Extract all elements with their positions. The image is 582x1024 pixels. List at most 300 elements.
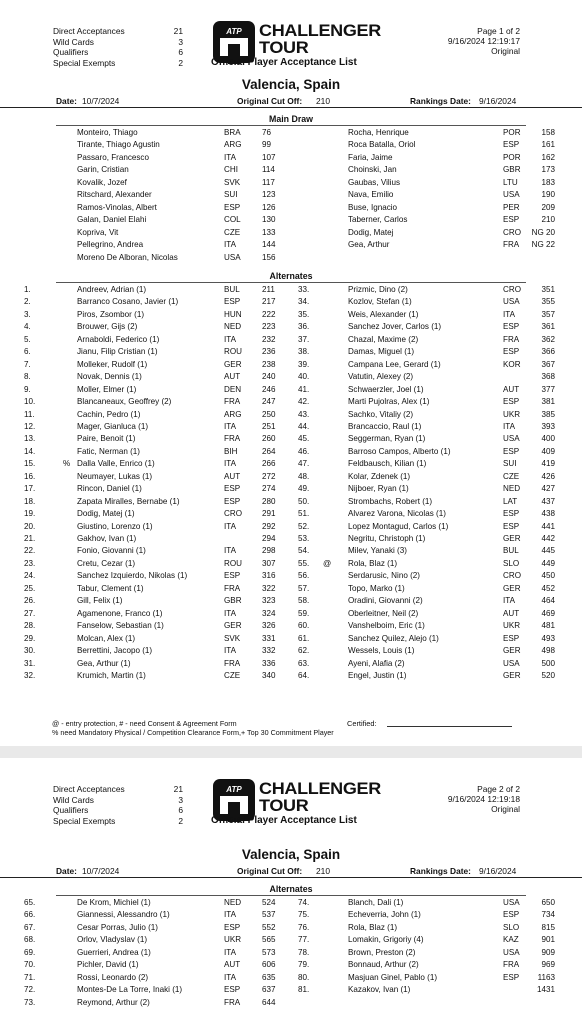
right-player-name: Topo, Marko (1) [348, 583, 405, 593]
right-player-ranking: NG 22 [531, 240, 555, 250]
right-position-number: 36. [298, 322, 310, 332]
left-player-name: Rincon, Daniel (1) [77, 484, 142, 494]
left-player-ranking: 238 [262, 359, 276, 369]
table-row [0, 178, 582, 190]
logo-text-tour: TOUR [259, 796, 309, 815]
left-player-nationality: AUT [224, 960, 241, 970]
left-player-nationality: ESP [224, 202, 241, 212]
cutoff-value: 210 [316, 866, 330, 876]
table-row [0, 910, 582, 922]
left-player-name: Gea, Arthur (1) [77, 658, 131, 668]
table-row [0, 253, 582, 265]
table-row [0, 497, 582, 509]
page-number: Page 2 of 2 [477, 784, 520, 794]
left-player-nationality: ITA [224, 947, 236, 957]
left-player-ranking: 123 [262, 190, 276, 200]
right-position-number: 78. [298, 947, 310, 957]
left-player-name: Dodig, Matej (1) [77, 509, 135, 519]
right-player-ranking: 1163 [537, 972, 555, 982]
right-player-ranking: 355 [541, 297, 555, 307]
left-player-ranking: 266 [262, 459, 276, 469]
right-player-name: Sachko, Vitaliy (2) [348, 409, 414, 419]
main-draw-heading: Main Draw [269, 114, 313, 124]
page-info [448, 784, 520, 814]
tournament-city: Valencia, Spain [241, 847, 341, 862]
left-player-nationality: NED [224, 322, 242, 332]
right-player-nationality: KAZ [503, 935, 519, 945]
left-player-ranking: 251 [262, 421, 276, 431]
left-player-nationality: ITA [224, 334, 236, 344]
right-player-nationality: NED [503, 484, 521, 494]
left-player-nationality: SVK [224, 633, 241, 643]
table-row [0, 240, 582, 252]
right-player-name: Prizmic, Dino (2) [348, 285, 408, 294]
right-position-number: 53. [298, 534, 310, 543]
left-player-nationality: AUT [224, 471, 241, 481]
right-player-name: Rola, Blaz (1) [348, 558, 398, 568]
left-player-nationality: ITA [224, 152, 236, 162]
left-player-nationality: BRA [224, 128, 241, 137]
right-position-number: 40. [298, 372, 310, 382]
table-row [0, 322, 582, 334]
left-player-ranking: 307 [262, 558, 276, 568]
right-position-number: 33. [298, 285, 310, 294]
left-player-nationality: ITA [224, 646, 236, 656]
stat-qualifiers: Qualifiers 6 [53, 805, 183, 815]
left-player-name: De Krom, Michiel (1) [77, 898, 151, 907]
right-player-nationality: ESP [503, 521, 520, 531]
right-player-nationality: AUT [503, 384, 520, 394]
left-player-nationality: ESP [224, 496, 241, 506]
left-player-nationality: COL [224, 215, 241, 225]
left-player-ranking: 76 [262, 128, 272, 137]
right-player-name: Milev, Yanaki (3) [348, 546, 407, 556]
right-player-name: Dodig, Matej [348, 227, 394, 237]
right-player-nationality: CRO [503, 571, 521, 581]
left-player-name: Jianu, Filip Cristian (1) [77, 347, 158, 357]
table-row [0, 935, 582, 947]
table-row [0, 923, 582, 935]
left-position-number: 67. [24, 922, 36, 932]
left-player-ranking: 291 [262, 509, 276, 519]
table-row [0, 360, 582, 372]
left-position-number: 65. [24, 898, 36, 907]
left-player-ranking: 272 [262, 471, 276, 481]
right-player-ranking: 190 [541, 190, 555, 200]
right-position-number: 61. [298, 633, 310, 643]
date-value: 10/7/2024 [82, 96, 120, 106]
left-position-number: 24. [24, 571, 36, 581]
right-player-ranking: 357 [541, 309, 555, 319]
table-row [0, 522, 582, 534]
left-player-name: Giustino, Lorenzo (1) [77, 521, 153, 531]
list-subtitle: Official Player Acceptance List [211, 815, 357, 826]
right-player-name: Nijboer, Ryan (1) [348, 484, 409, 494]
left-player-ranking: 644 [262, 997, 276, 1007]
table-row [0, 484, 582, 496]
stat-special-exempts: Special Exempts 2 [53, 815, 183, 826]
right-position-number: 38. [298, 347, 310, 357]
left-player-name: Pellegrino, Andrea [77, 240, 144, 250]
left-position-number: 12. [24, 421, 36, 431]
left-player-name: Moreno De Alboran, Nicolas [77, 252, 178, 262]
right-player-ranking: 367 [541, 359, 555, 369]
right-position-number: 46. [298, 446, 310, 456]
left-player-nationality: ESP [224, 297, 241, 307]
table-row [0, 559, 582, 571]
left-player-ranking: 246 [262, 384, 276, 394]
left-player-nationality: CZE [224, 670, 241, 680]
right-position-number: 64. [298, 670, 310, 680]
left-player-nationality: ITA [224, 521, 236, 531]
right-position-number: 50. [298, 496, 310, 506]
right-player-name: Negritu, Christoph (1) [348, 534, 426, 543]
left-player-name: Giannessi, Alessandro (1) [77, 910, 170, 920]
left-player-ranking: 247 [262, 397, 276, 407]
left-position-number: 22. [24, 546, 36, 556]
rankings-date-value: 9/16/2024 [479, 866, 517, 876]
table-row [0, 646, 582, 658]
table-row [0, 140, 582, 152]
right-player-name: Echeverria, John (1) [348, 910, 421, 920]
tournament-city: Valencia, Spain [241, 77, 341, 92]
right-player-nationality: PER [503, 202, 520, 212]
right-player-ranking: 520 [541, 670, 555, 680]
left-player-name: Monteiro, Thiago [77, 128, 138, 137]
table-row [0, 335, 582, 347]
left-player-nationality: SVK [224, 177, 241, 187]
left-player-name: Galan, Daniel Elahi [77, 215, 147, 225]
left-player-nationality: HUN [224, 309, 242, 319]
left-position-number: 7. [24, 359, 31, 369]
left-player-name: Kovalik, Jozef [77, 177, 127, 187]
right-position-number: 63. [298, 658, 310, 668]
table-row [0, 609, 582, 621]
right-player-name: Taberner, Carlos [348, 215, 408, 225]
right-player-ranking: 650 [541, 898, 555, 907]
right-player-name: Engel, Justin (1) [348, 670, 407, 680]
rankings-date-value: 9/16/2024 [479, 96, 517, 106]
left-player-ranking: 324 [262, 608, 276, 618]
right-position-number: 60. [298, 621, 310, 631]
left-player-nationality: BIH [224, 446, 238, 456]
right-player-ranking: 442 [541, 534, 555, 543]
table-row [0, 571, 582, 583]
left-player-name: Montes-De La Torre, Inaki (1) [77, 985, 183, 995]
right-player-ranking: 901 [541, 935, 555, 945]
right-player-name: Gaubas, Vilius [348, 177, 401, 187]
right-player-nationality: FRA [503, 240, 520, 250]
left-player-ranking: 217 [262, 297, 276, 307]
right-player-ranking: 969 [541, 960, 555, 970]
right-player-ranking: 400 [541, 434, 555, 444]
left-player-ranking: 316 [262, 571, 276, 581]
right-player-ranking: 426 [541, 471, 555, 481]
left-position-number: 71. [24, 972, 36, 982]
left-player-ranking: 331 [262, 633, 276, 643]
left-player-ranking: 573 [262, 947, 276, 957]
left-player-name: Kopriva, Vit [77, 227, 119, 237]
right-player-nationality: FRA [503, 334, 520, 344]
table-row [0, 297, 582, 309]
right-player-nationality: USA [503, 297, 520, 307]
left-player-name: Sanchez Izquierdo, Nikolas (1) [77, 571, 188, 581]
left-position-number: 2. [24, 297, 31, 307]
right-player-name: Kolar, Zdenek (1) [348, 471, 411, 481]
left-player-name: Rossi, Leonardo (2) [77, 972, 149, 982]
right-player-name: Chazal, Maxime (2) [348, 334, 419, 344]
right-position-number: 41. [298, 384, 310, 394]
left-player-nationality: ARG [224, 409, 242, 419]
tournament-dates-line [0, 95, 582, 108]
right-player-nationality: POR [503, 152, 521, 162]
table-row [0, 509, 582, 521]
rankings-date-label: Rankings Date: [410, 96, 471, 106]
left-player-nationality: ESP [224, 484, 241, 494]
right-player-nationality: GER [503, 646, 521, 656]
table-row [0, 960, 582, 972]
table-row [0, 546, 582, 558]
right-player-nationality: AUT [503, 608, 520, 618]
right-player-name: Alvarez Varona, Nicolas (1) [348, 509, 446, 519]
table-row [0, 447, 582, 459]
right-player-ranking: 362 [541, 334, 555, 344]
left-position-number: 72. [24, 985, 36, 995]
page-header [0, 758, 582, 830]
left-player-nationality: ITA [224, 608, 236, 618]
right-position-number: 58. [298, 596, 310, 606]
right-player-name: Kazakov, Ivan (1) [348, 985, 411, 995]
right-position-number: 56. [298, 571, 310, 581]
table-row [0, 228, 582, 240]
right-player-ranking: 438 [541, 509, 555, 519]
left-player-name: Dalla Valle, Enrico (1) [77, 459, 155, 469]
left-player-name: Reymond, Arthur (2) [77, 997, 150, 1007]
right-player-nationality: ESP [503, 140, 520, 150]
left-position-number: 21. [24, 534, 36, 543]
table-row [0, 434, 582, 446]
left-player-ranking: 524 [262, 898, 276, 907]
left-player-nationality: FRA [224, 658, 241, 668]
right-position-number: 37. [298, 334, 310, 344]
footer-note-clearance: % need Mandatory Physical / Competition Clearance Form,+ Top 30 Commitment Player [52, 728, 334, 737]
right-player-name: Oradini, Giovanni (2) [348, 596, 423, 606]
right-player-nationality: GER [503, 583, 521, 593]
right-player-ranking: NG 20 [531, 227, 555, 237]
left-player-name: Ramos-Vinolas, Albert [77, 202, 157, 212]
right-player-name: Nava, Emilio [348, 190, 394, 200]
left-player-ranking: 294 [262, 534, 276, 543]
table-row [0, 372, 582, 384]
acceptance-list-page-2 [0, 758, 582, 1024]
left-player-nationality: ROU [224, 558, 242, 568]
right-position-number: 57. [298, 583, 310, 593]
right-position-number: 81. [298, 985, 310, 995]
left-position-number: 26. [24, 596, 36, 606]
left-player-nationality: ITA [224, 546, 236, 556]
left-player-name: Tirante, Thiago Agustin [77, 140, 160, 150]
right-player-ranking: 385 [541, 409, 555, 419]
table-row [0, 385, 582, 397]
table-row [0, 203, 582, 215]
right-position-number: 76. [298, 922, 310, 932]
left-position-number: 68. [24, 935, 36, 945]
left-position-number: 13. [24, 434, 36, 444]
left-player-ranking: 332 [262, 646, 276, 656]
svg-text:ATP: ATP [226, 785, 242, 794]
left-player-name: Molleker, Rudolf (1) [77, 359, 148, 369]
left-player-nationality: FRA [224, 434, 241, 444]
rankings-date-label: Rankings Date: [410, 866, 471, 876]
left-position-number: 10. [24, 397, 36, 407]
right-player-ranking: 445 [541, 546, 555, 556]
right-player-nationality: ESP [503, 215, 520, 225]
left-player-ranking: 130 [262, 215, 276, 225]
left-player-nationality: FRA [224, 397, 241, 407]
cutoff-label: Original Cut Off: [237, 96, 303, 106]
left-player-ranking: 298 [262, 546, 276, 556]
right-player-ranking: 209 [541, 202, 555, 212]
table-row [0, 671, 582, 683]
right-player-nationality: CZE [503, 471, 520, 481]
left-player-name: Novak, Dennis (1) [77, 372, 142, 382]
right-position-number: 55. [298, 558, 310, 568]
stat-direct-acceptances: Direct Acceptances 21 [53, 26, 183, 36]
left-player-ranking: 236 [262, 347, 276, 357]
left-player-ranking: 114 [262, 165, 275, 175]
left-player-ranking: 260 [262, 434, 276, 444]
right-position-number: 52. [298, 521, 310, 531]
left-player-name: Krumich, Martin (1) [77, 670, 146, 680]
right-player-nationality: CRO [503, 227, 521, 237]
list-subtitle: Official Player Acceptance List [211, 57, 357, 68]
right-position-number: 43. [298, 409, 310, 419]
left-player-nationality: ESP [224, 922, 241, 932]
right-player-nationality: GER [503, 670, 521, 680]
right-player-name: Strombachs, Robert (1) [348, 496, 433, 506]
left-player-ranking: 280 [262, 496, 276, 506]
cutoff-value: 210 [316, 96, 330, 106]
table-row [0, 215, 582, 227]
left-player-name: Fatic, Nerman (1) [77, 446, 140, 456]
table-row [0, 659, 582, 671]
table-row [0, 948, 582, 960]
right-player-ranking: 427 [541, 484, 555, 494]
stat-wild-cards: Wild Cards 3 [53, 36, 183, 47]
right-position-number: 74. [298, 898, 310, 907]
left-player-ranking: 222 [262, 309, 276, 319]
certified-signature-line [387, 726, 512, 727]
right-player-nationality: ESP [503, 446, 520, 456]
right-player-ranking: 469 [541, 608, 555, 618]
table-row [0, 285, 582, 297]
left-player-name: Molcan, Alex (1) [77, 633, 136, 643]
right-position-number: 34. [298, 297, 310, 307]
alternates-divider [56, 895, 526, 896]
left-player-nationality: ITA [224, 421, 236, 431]
left-player-name: Cretu, Cezar (1) [77, 558, 136, 568]
left-player-name: Piros, Zsombor (1) [77, 309, 145, 319]
left-player-nationality: ESP [224, 571, 241, 581]
right-player-nationality: LTU [503, 177, 518, 187]
left-player-name: Barranco Cosano, Javier (1) [77, 297, 179, 307]
left-player-ranking: 264 [262, 446, 276, 456]
right-player-nationality: UKR [503, 409, 521, 419]
right-player-ranking: 437 [541, 496, 555, 506]
right-player-nationality: ESP [503, 910, 520, 920]
right-player-name: Schwaerzler, Joel (1) [348, 384, 424, 394]
left-player-ranking: 635 [262, 972, 276, 982]
right-player-nationality: FRA [503, 960, 520, 970]
left-player-ranking: 107 [262, 152, 276, 162]
left-player-ranking: 552 [262, 922, 276, 932]
right-position-number: 54. [298, 546, 310, 556]
right-player-name: Oberleitner, Neil (2) [348, 608, 419, 618]
left-player-name: Cesar Porras, Julio (1) [77, 922, 158, 932]
right-player-ranking: 161 [541, 140, 555, 150]
right-player-ranking: 441 [541, 521, 555, 531]
footer-note-entry-protection: @ - entry protection, # - need Consent & Agreement Form [52, 719, 237, 728]
cutoff-label: Original Cut Off: [237, 866, 303, 876]
alternates-heading: Alternates [269, 884, 313, 894]
left-player-ranking: 565 [262, 935, 276, 945]
left-position-number: 5. [24, 334, 31, 344]
left-player-ranking: 606 [262, 960, 276, 970]
left-player-name: Pichler, David (1) [77, 960, 139, 970]
left-player-name: Orlov, Vladyslav (1) [77, 935, 148, 945]
table-row [0, 422, 582, 434]
right-player-name: Sanchez Jover, Carlos (1) [348, 322, 442, 332]
left-player-ranking: 292 [262, 521, 276, 531]
left-player-nationality: GER [224, 621, 242, 631]
right-player-ranking: 450 [541, 571, 555, 581]
right-position-number: 59. [298, 608, 310, 618]
right-player-nationality: CRO [503, 285, 521, 294]
right-position-number: 80. [298, 972, 310, 982]
left-player-name: Garin, Cristian [77, 165, 129, 175]
left-position-number: 73. [24, 997, 36, 1007]
table-row [0, 584, 582, 596]
right-player-ranking: 481 [541, 621, 555, 631]
left-position-number: 16. [24, 471, 36, 481]
left-position-number: 14. [24, 446, 36, 456]
left-player-name: Fanselow, Sebastian (1) [77, 621, 164, 631]
right-player-name: Campana Lee, Gerard (1) [348, 359, 441, 369]
right-player-name: Rola, Blaz (1) [348, 922, 398, 932]
left-player-ranking: 537 [262, 910, 276, 920]
left-player-nationality: USA [224, 252, 241, 262]
left-player-name: Ritschard, Alexander [77, 190, 152, 200]
right-player-nationality: GER [503, 534, 521, 543]
left-player-ranking: 340 [262, 670, 276, 680]
right-player-ranking: 162 [541, 152, 555, 162]
right-player-nationality: ITA [503, 421, 515, 431]
left-position-number: 15. [24, 459, 36, 469]
right-player-name: Faria, Jaime [348, 152, 393, 162]
right-player-ranking: 449 [541, 558, 555, 568]
left-position-number: 32. [24, 670, 36, 680]
left-player-nationality: CZE [224, 227, 241, 237]
left-player-name: Gakhov, Ivan (1) [77, 534, 137, 543]
right-player-ranking: 493 [541, 633, 555, 643]
left-position-number: 30. [24, 646, 36, 656]
right-player-nationality: ESP [503, 397, 520, 407]
right-player-ranking: 381 [541, 397, 555, 407]
left-position-number: 31. [24, 658, 36, 668]
right-position-number: 49. [298, 484, 310, 494]
right-player-name: Ayeni, Alafia (2) [348, 658, 405, 668]
left-position-number: 1. [24, 285, 31, 294]
